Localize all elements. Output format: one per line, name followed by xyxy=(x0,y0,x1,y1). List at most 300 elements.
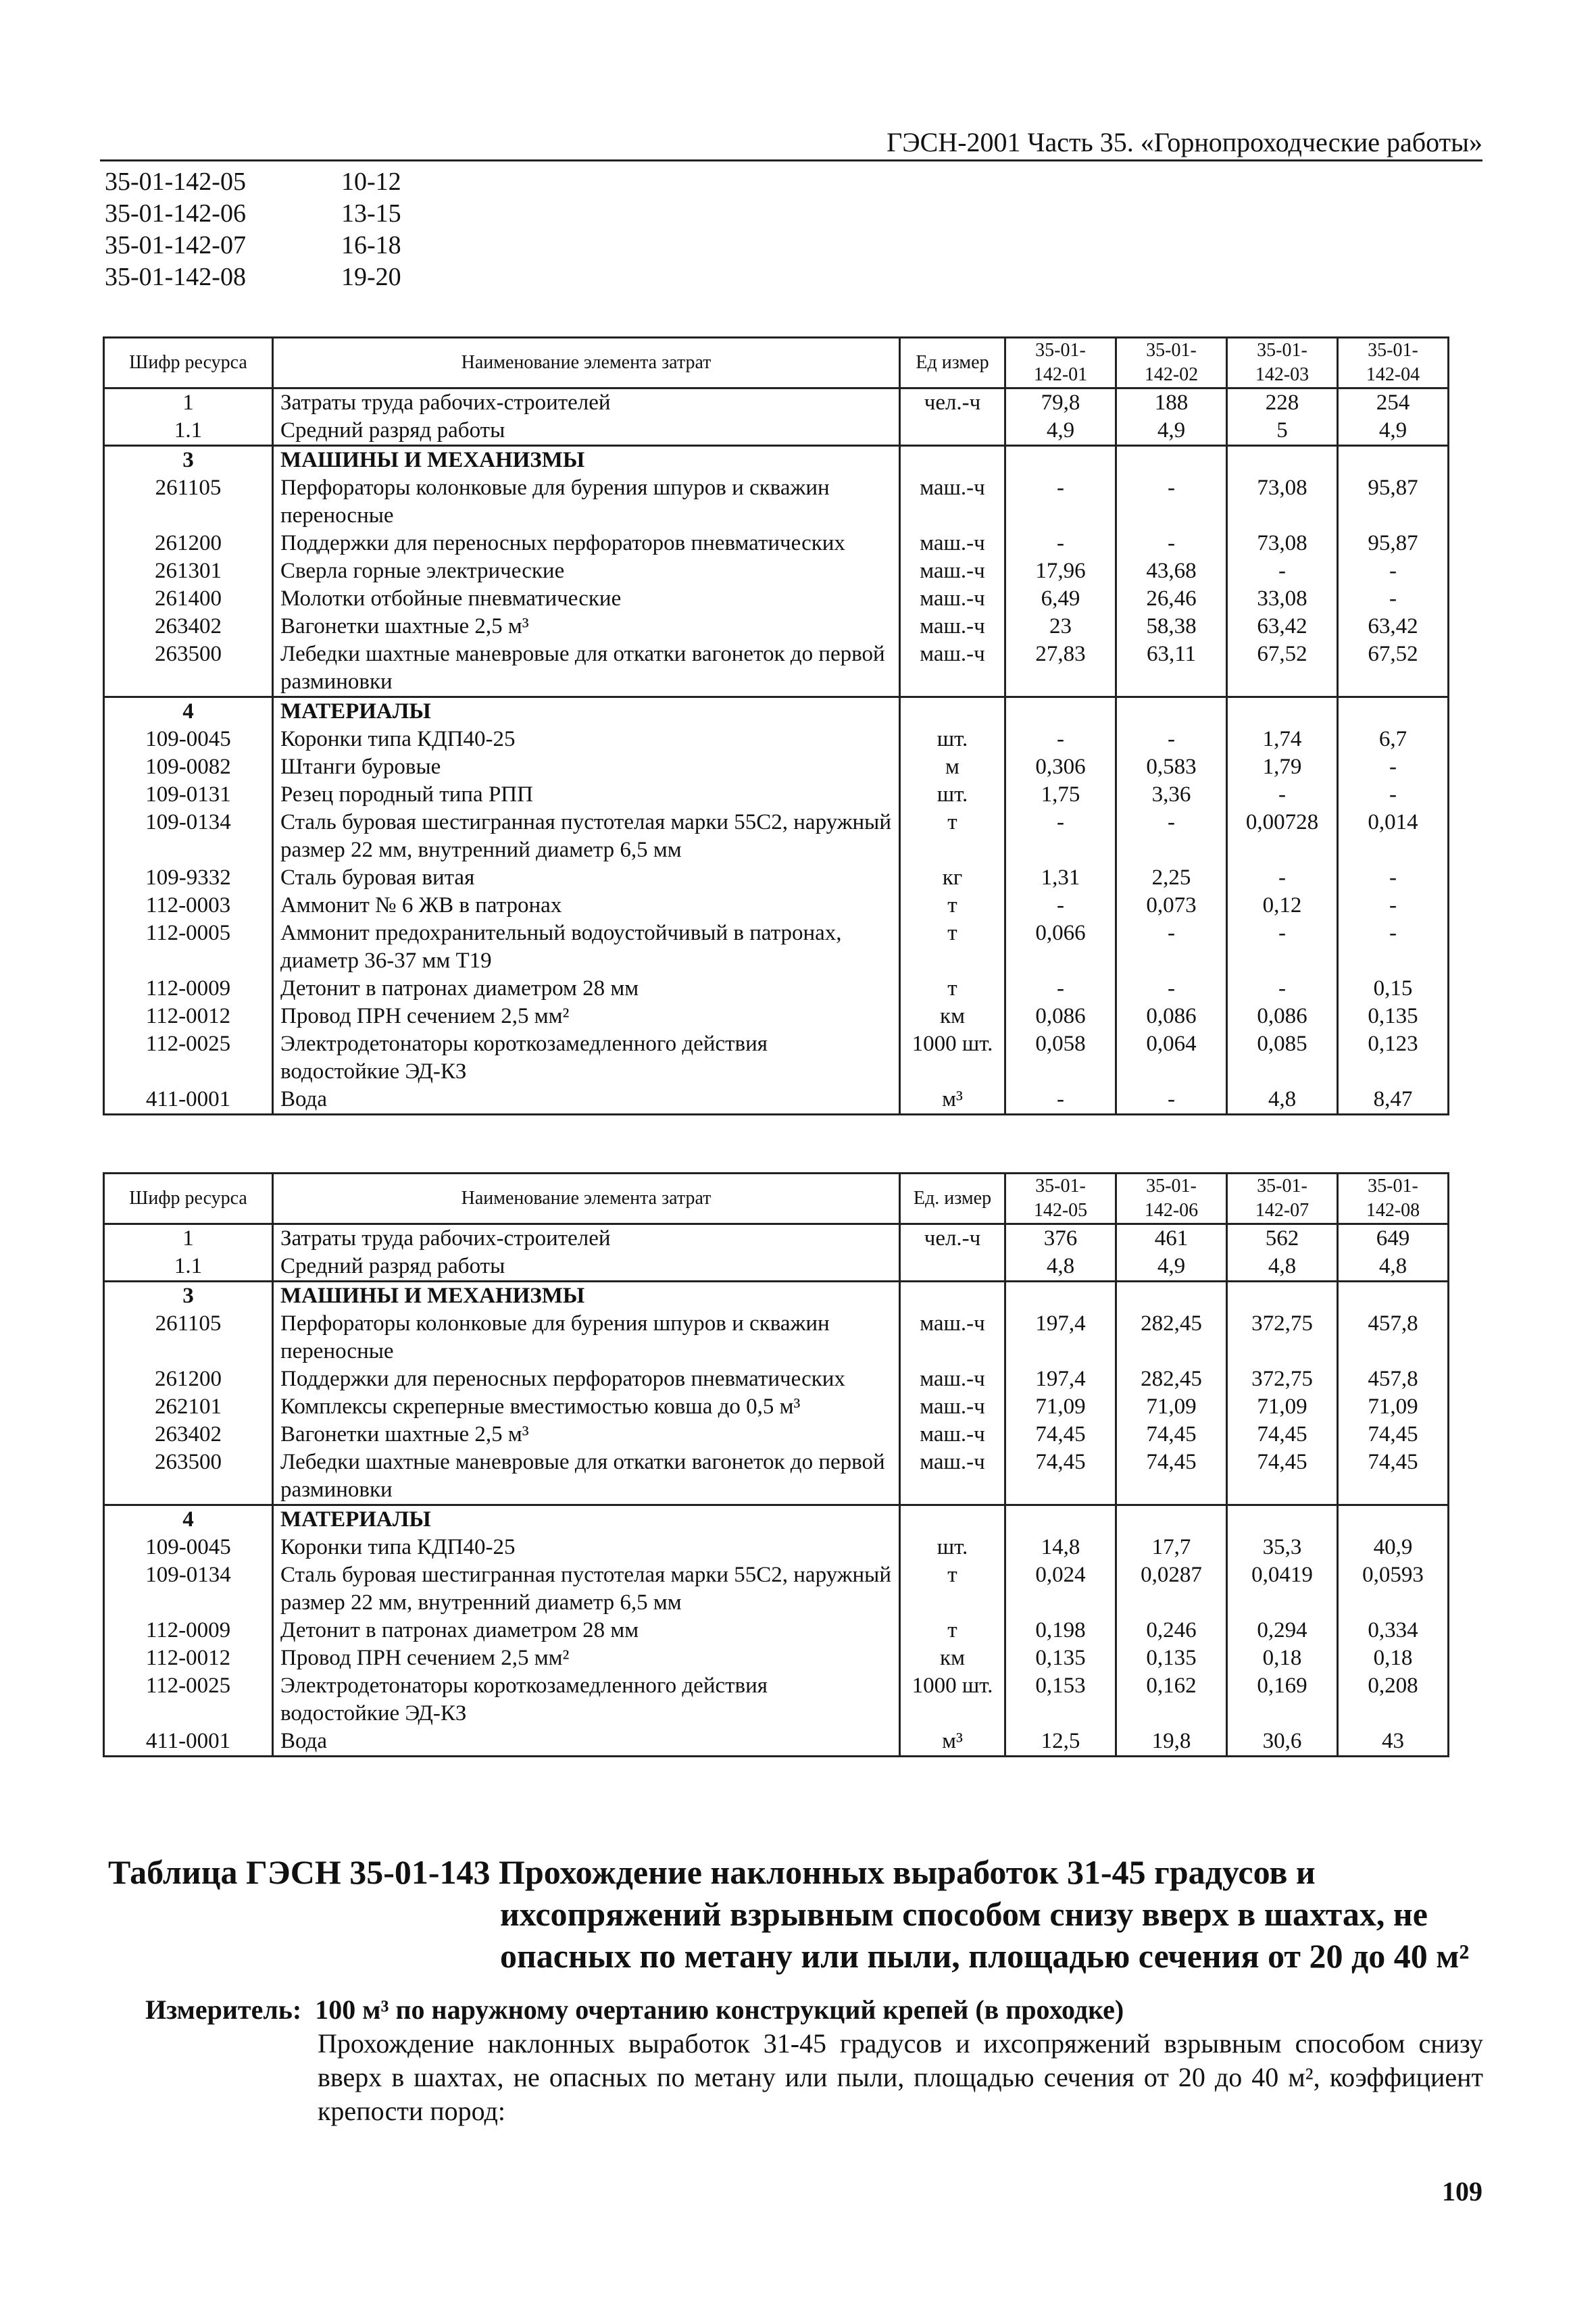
resource-code: 112-0009 xyxy=(104,1617,273,1644)
cost-element-name: Лебедки шахтные маневровые для откатки вагонеток до первой разминовки xyxy=(273,1449,900,1505)
table-row xyxy=(104,613,1449,640)
resource-table-2 xyxy=(103,1172,1449,1757)
cost-element-name: Электродетонаторы короткозамедленного действия водостойкие ЭД-КЗ xyxy=(273,1030,900,1086)
unit xyxy=(900,417,1005,446)
value-cell: 1,79 xyxy=(1227,753,1338,781)
column-header: Наименование элемента затрат xyxy=(273,1174,900,1224)
table-row xyxy=(104,809,1449,864)
value-cell: 17,96 xyxy=(1005,557,1116,585)
value-cell: - xyxy=(1005,726,1116,753)
value-cell: 67,52 xyxy=(1338,640,1449,697)
value-cell: 33,08 xyxy=(1227,585,1338,613)
value-cell: 73,08 xyxy=(1227,530,1338,557)
cost-element-name: Провод ПРН сечением 2,5 мм² xyxy=(273,1003,900,1030)
cost-element-name: Поддержки для переносных перфораторов пневматических xyxy=(273,1365,900,1393)
resource-code: 112-0025 xyxy=(104,1030,273,1086)
value-cell: 457,8 xyxy=(1338,1365,1449,1393)
value-cell: 8,47 xyxy=(1338,1086,1449,1115)
value-cell: 4,8 xyxy=(1005,1253,1116,1282)
table-row xyxy=(104,726,1449,753)
column-header: 35-01- 142-06 xyxy=(1116,1174,1227,1224)
value-cell: 0,583 xyxy=(1116,753,1227,781)
value-cell: 26,46 xyxy=(1116,585,1227,613)
cost-element-name: Сталь буровая шестигранная пустотелая марки 55С2, наружный размер 22 мм, внутренний диаметр 6,5 мм xyxy=(273,1561,900,1617)
meter-description: Прохождение наклонных выработок 31-45 градусов и ихсопряжений взрывным способом снизу вверх в шахтах, не опасных по метану или пыли, площадью сечения от 20 до 40 м², коэффициент крепости пород: xyxy=(318,2028,1483,2126)
value-cell: - xyxy=(1116,920,1227,975)
cost-element-name: Сверла горные электрические xyxy=(273,557,900,585)
value-cell: 197,4 xyxy=(1005,1365,1116,1393)
code-range-row xyxy=(105,230,401,261)
resource-code: 109-9332 xyxy=(104,864,273,892)
table-row xyxy=(104,1449,1449,1505)
resource-code: 262101 xyxy=(104,1393,273,1421)
value-cell: - xyxy=(1227,781,1338,809)
resource-code: 411-0001 xyxy=(104,1728,273,1757)
resource-code: 109-0082 xyxy=(104,753,273,781)
cost-element-name: Молотки отбойные пневматические xyxy=(273,585,900,613)
value-cell: 74,45 xyxy=(1005,1421,1116,1449)
value-cell: 0,0593 xyxy=(1338,1561,1449,1617)
table-row xyxy=(104,1310,1449,1365)
title-line-2: ихсопряжений взрывным способом снизу вверх в шахтах, не xyxy=(500,1895,1428,1933)
table-row xyxy=(104,1086,1449,1115)
value-cell: 0,086 xyxy=(1227,1003,1338,1030)
code-range-list xyxy=(105,166,401,293)
unit: км xyxy=(900,1003,1005,1030)
value-cell: 0,135 xyxy=(1338,1003,1449,1030)
value-cell: 79,8 xyxy=(1005,388,1116,418)
value-cell: 74,45 xyxy=(1227,1421,1338,1449)
resource-code: 112-0003 xyxy=(104,892,273,920)
value-cell: - xyxy=(1005,892,1116,920)
meter-label: Измеритель: xyxy=(145,1994,302,2025)
value-cell: - xyxy=(1338,557,1449,585)
value-cell: - xyxy=(1005,809,1116,864)
value-cell: 0,00728 xyxy=(1227,809,1338,864)
table-header-row xyxy=(104,338,1449,388)
value-cell: 0,153 xyxy=(1005,1672,1116,1728)
column-header: 35-01- 142-03 xyxy=(1227,338,1338,388)
value-cell: - xyxy=(1227,557,1338,585)
value-cell: 649 xyxy=(1338,1224,1449,1253)
column-header: Ед. измер xyxy=(900,1174,1005,1224)
cost-element-name: Штанги буровые xyxy=(273,753,900,781)
value-cell: 4,9 xyxy=(1116,1253,1227,1282)
value-cell: 4,9 xyxy=(1338,417,1449,446)
value-cell: 0,306 xyxy=(1005,753,1116,781)
table-row xyxy=(104,640,1449,697)
value-cell: 12,5 xyxy=(1005,1728,1116,1757)
table-row xyxy=(104,1617,1449,1644)
resource-code: 261105 xyxy=(104,474,273,530)
value-cell: 74,45 xyxy=(1005,1449,1116,1505)
value-cell: 74,45 xyxy=(1227,1449,1338,1505)
value-cell: 4,8 xyxy=(1227,1086,1338,1115)
value-cell: 0,064 xyxy=(1116,1030,1227,1086)
unit: маш.-ч xyxy=(900,613,1005,640)
cost-element-name: Резец породный типа РПП xyxy=(273,781,900,809)
cost-element-name: Аммонит предохранительный водоустойчивый в патронах, диаметр 36-37 мм Т19 xyxy=(273,920,900,975)
value-cell: 74,45 xyxy=(1116,1449,1227,1505)
cost-element-name: Коронки типа КДП40-25 xyxy=(273,726,900,753)
unit: шт. xyxy=(900,726,1005,753)
unit: маш.-ч xyxy=(900,1421,1005,1449)
unit: км xyxy=(900,1644,1005,1672)
table-row xyxy=(104,1224,1449,1253)
resource-code: 1.1 xyxy=(104,1253,273,1282)
value-cell xyxy=(1116,1505,1227,1534)
cost-element-name: Аммонит № 6 ЖВ в патронах xyxy=(273,892,900,920)
table-row xyxy=(104,1644,1449,1672)
value-cell: 71,09 xyxy=(1005,1393,1116,1421)
resource-code: 263402 xyxy=(104,1421,273,1449)
table-row xyxy=(104,1282,1449,1311)
cost-element-name: Затраты труда рабочих-строителей xyxy=(273,1224,900,1253)
cost-element-name: МАТЕРИАЛЫ xyxy=(273,697,900,726)
resource-code: 112-0012 xyxy=(104,1003,273,1030)
table-row xyxy=(104,1561,1449,1617)
unit xyxy=(900,697,1005,726)
unit xyxy=(900,1282,1005,1311)
table-row xyxy=(104,892,1449,920)
value-cell: 58,38 xyxy=(1116,613,1227,640)
resource-code: 3 xyxy=(104,446,273,475)
table-row xyxy=(104,753,1449,781)
cost-element-name: Перфораторы колонковые для бурения шпуров и скважин переносные xyxy=(273,1310,900,1365)
value-cell: 0,0287 xyxy=(1116,1561,1227,1617)
unit: т xyxy=(900,1561,1005,1617)
table-row xyxy=(104,1534,1449,1561)
unit: чел.-ч xyxy=(900,388,1005,418)
cost-element-name: Сталь буровая шестигранная пустотелая марки 55С2, наружный размер 22 мм, внутренний диаметр 6,5 мм xyxy=(273,809,900,864)
table-row xyxy=(104,474,1449,530)
table-row xyxy=(104,781,1449,809)
table-row xyxy=(104,1421,1449,1449)
unit: чел.-ч xyxy=(900,1224,1005,1253)
value-cell: 74,45 xyxy=(1338,1449,1449,1505)
value-cell xyxy=(1227,1505,1338,1534)
table-row xyxy=(104,697,1449,726)
cost-element-name: Вагонетки шахтные 2,5 м³ xyxy=(273,1421,900,1449)
value-cell: 0,086 xyxy=(1116,1003,1227,1030)
value-cell: - xyxy=(1227,975,1338,1003)
resource-code: 1 xyxy=(104,388,273,418)
unit xyxy=(900,446,1005,475)
value-cell: 73,08 xyxy=(1227,474,1338,530)
value-cell: 63,11 xyxy=(1116,640,1227,697)
cost-element-name: Детонит в патронах диаметром 28 мм xyxy=(273,975,900,1003)
value-cell: 35,3 xyxy=(1227,1534,1338,1561)
value-cell: 0,15 xyxy=(1338,975,1449,1003)
resource-code: 109-0131 xyxy=(104,781,273,809)
value-cell: 95,87 xyxy=(1338,474,1449,530)
value-cell: 23 xyxy=(1005,613,1116,640)
value-cell xyxy=(1338,1282,1449,1311)
code-range-row xyxy=(105,166,401,198)
title-line-3: опасных по метану или пыли, площадью сечения от 20 до 40 м² xyxy=(500,1937,1470,1975)
unit: 1000 шт. xyxy=(900,1030,1005,1086)
value-cell: 17,7 xyxy=(1116,1534,1227,1561)
cost-element-name: Средний разряд работы xyxy=(273,1253,900,1282)
column-header: 35-01- 142-02 xyxy=(1116,338,1227,388)
value-cell: 4,8 xyxy=(1227,1253,1338,1282)
value-cell: 0,198 xyxy=(1005,1617,1116,1644)
cost-element-name: Лебедки шахтные маневровые для откатки вагонеток до первой разминовки xyxy=(273,640,900,697)
table-row xyxy=(104,1030,1449,1086)
unit: маш.-ч xyxy=(900,585,1005,613)
unit: маш.-ч xyxy=(900,530,1005,557)
table-row xyxy=(104,557,1449,585)
value-cell xyxy=(1005,697,1116,726)
cost-element-name: Сталь буровая витая xyxy=(273,864,900,892)
value-cell xyxy=(1338,446,1449,475)
value-cell: - xyxy=(1116,809,1227,864)
meter-block xyxy=(145,1993,1483,2128)
unit: т xyxy=(900,892,1005,920)
table-row xyxy=(104,975,1449,1003)
value-cell: 43 xyxy=(1338,1728,1449,1757)
value-cell: 0,066 xyxy=(1005,920,1116,975)
table-row xyxy=(104,864,1449,892)
value-cell: 74,45 xyxy=(1116,1421,1227,1449)
value-cell: - xyxy=(1227,864,1338,892)
value-cell: 457,8 xyxy=(1338,1310,1449,1365)
value-cell: - xyxy=(1338,585,1449,613)
resource-code: 109-0045 xyxy=(104,726,273,753)
resource-code: 112-0025 xyxy=(104,1672,273,1728)
value-cell: 0,162 xyxy=(1116,1672,1227,1728)
value-cell xyxy=(1005,1282,1116,1311)
code: 35-01-142-05 xyxy=(105,168,246,196)
resource-code: 112-0005 xyxy=(104,920,273,975)
value-cell: 0,073 xyxy=(1116,892,1227,920)
value-cell: 0,294 xyxy=(1227,1617,1338,1644)
value-cell: - xyxy=(1116,530,1227,557)
range: 16-18 xyxy=(341,231,401,259)
title-line-1: Таблица ГЭСН 35-01-143 Прохождение наклонных выработок 31-45 градусов и xyxy=(108,1853,1316,1891)
value-cell: - xyxy=(1227,920,1338,975)
value-cell: 376 xyxy=(1005,1224,1116,1253)
value-cell: 27,83 xyxy=(1005,640,1116,697)
value-cell: 19,8 xyxy=(1116,1728,1227,1757)
cost-element-name: Перфораторы колонковые для бурения шпуров и скважин переносные xyxy=(273,474,900,530)
value-cell xyxy=(1338,697,1449,726)
cost-element-name: Вода xyxy=(273,1728,900,1757)
unit: 1000 шт. xyxy=(900,1672,1005,1728)
value-cell: 0,12 xyxy=(1227,892,1338,920)
cost-element-name: Затраты труда рабочих-строителей xyxy=(273,388,900,418)
value-cell: 197,4 xyxy=(1005,1310,1116,1365)
value-cell: 5 xyxy=(1227,417,1338,446)
table-row xyxy=(104,1253,1449,1282)
cost-element-name: Комплексы скреперные вместимостью ковша до 0,5 м³ xyxy=(273,1393,900,1421)
value-cell: 372,75 xyxy=(1227,1365,1338,1393)
value-cell: 4,9 xyxy=(1116,417,1227,446)
value-cell xyxy=(1116,1282,1227,1311)
value-cell: 0,135 xyxy=(1005,1644,1116,1672)
value-cell: 71,09 xyxy=(1227,1393,1338,1421)
value-cell: - xyxy=(1338,753,1449,781)
unit: шт. xyxy=(900,781,1005,809)
table-row xyxy=(104,530,1449,557)
resource-code: 109-0045 xyxy=(104,1534,273,1561)
value-cell: 0,169 xyxy=(1227,1672,1338,1728)
unit: т xyxy=(900,809,1005,864)
unit: м³ xyxy=(900,1086,1005,1115)
resource-code: 112-0009 xyxy=(104,975,273,1003)
value-cell xyxy=(1005,446,1116,475)
value-cell: - xyxy=(1116,726,1227,753)
resource-table-1 xyxy=(103,336,1449,1115)
value-cell: 0,135 xyxy=(1116,1644,1227,1672)
value-cell: 6,49 xyxy=(1005,585,1116,613)
range: 13-15 xyxy=(341,199,401,228)
cost-element-name: МАШИНЫ И МЕХАНИЗМЫ xyxy=(273,446,900,475)
value-cell: 95,87 xyxy=(1338,530,1449,557)
cost-element-name: МАШИНЫ И МЕХАНИЗМЫ xyxy=(273,1282,900,1311)
table-header-row xyxy=(104,1174,1449,1224)
resource-code: 261301 xyxy=(104,557,273,585)
value-cell: 0,246 xyxy=(1116,1617,1227,1644)
value-cell: 0,014 xyxy=(1338,809,1449,864)
value-cell: 228 xyxy=(1227,388,1338,418)
value-cell: 63,42 xyxy=(1227,613,1338,640)
code-range-row xyxy=(105,198,401,230)
value-cell: 0,0419 xyxy=(1227,1561,1338,1617)
value-cell: - xyxy=(1116,975,1227,1003)
table-row xyxy=(104,417,1449,446)
meter-value: 100 м³ по наружному очертанию конструкций крепей (в проходке) xyxy=(315,1994,1124,2025)
cost-element-name: Коронки типа КДП40-25 xyxy=(273,1534,900,1561)
resource-code: 3 xyxy=(104,1282,273,1311)
resource-code: 109-0134 xyxy=(104,1561,273,1617)
column-header: 35-01- 142-08 xyxy=(1338,1174,1449,1224)
value-cell: 14,8 xyxy=(1005,1534,1116,1561)
table-row xyxy=(104,585,1449,613)
cost-element-name: Вагонетки шахтные 2,5 м³ xyxy=(273,613,900,640)
value-cell: 0,024 xyxy=(1005,1561,1116,1617)
unit: маш.-ч xyxy=(900,474,1005,530)
column-header: Шифр ресурса xyxy=(104,338,273,388)
column-header: Ед измер xyxy=(900,338,1005,388)
value-cell: 30,6 xyxy=(1227,1728,1338,1757)
resource-code: 4 xyxy=(104,1505,273,1534)
resource-code: 1.1 xyxy=(104,417,273,446)
unit: м xyxy=(900,753,1005,781)
unit: т xyxy=(900,920,1005,975)
value-cell: - xyxy=(1338,864,1449,892)
resource-code: 109-0134 xyxy=(104,809,273,864)
value-cell: 282,45 xyxy=(1116,1310,1227,1365)
value-cell xyxy=(1227,697,1338,726)
value-cell: - xyxy=(1005,530,1116,557)
table-title xyxy=(108,1851,1493,1977)
value-cell: 0,208 xyxy=(1338,1672,1449,1728)
unit: м³ xyxy=(900,1728,1005,1757)
value-cell: 562 xyxy=(1227,1224,1338,1253)
value-cell: - xyxy=(1116,474,1227,530)
cost-element-name: Провод ПРН сечением 2,5 мм² xyxy=(273,1644,900,1672)
cost-element-name: Поддержки для переносных перфораторов пневматических xyxy=(273,530,900,557)
unit: т xyxy=(900,975,1005,1003)
cost-element-name: Вода xyxy=(273,1086,900,1115)
table-row xyxy=(104,446,1449,475)
value-cell: 0,058 xyxy=(1005,1030,1116,1086)
value-cell: - xyxy=(1005,1086,1116,1115)
resource-code: 4 xyxy=(104,697,273,726)
resource-code: 263402 xyxy=(104,613,273,640)
unit: кг xyxy=(900,864,1005,892)
resource-code: 263500 xyxy=(104,1449,273,1505)
value-cell: 6,7 xyxy=(1338,726,1449,753)
unit xyxy=(900,1505,1005,1534)
cost-element-name: Электродетонаторы короткозамедленного действия водостойкие ЭД-КЗ xyxy=(273,1672,900,1728)
value-cell: - xyxy=(1005,474,1116,530)
resource-code: 411-0001 xyxy=(104,1086,273,1115)
value-cell: 1,74 xyxy=(1227,726,1338,753)
cost-element-name: Средний разряд работы xyxy=(273,417,900,446)
value-cell: 0,18 xyxy=(1338,1644,1449,1672)
table-row xyxy=(104,388,1449,418)
value-cell: 372,75 xyxy=(1227,1310,1338,1365)
value-cell: 188 xyxy=(1116,388,1227,418)
range: 10-12 xyxy=(341,168,401,196)
value-cell: 461 xyxy=(1116,1224,1227,1253)
value-cell xyxy=(1005,1505,1116,1534)
value-cell: 67,52 xyxy=(1227,640,1338,697)
value-cell: 40,9 xyxy=(1338,1534,1449,1561)
resource-code: 261200 xyxy=(104,530,273,557)
value-cell: - xyxy=(1005,975,1116,1003)
value-cell: - xyxy=(1338,892,1449,920)
unit: т xyxy=(900,1617,1005,1644)
value-cell: 4,9 xyxy=(1005,417,1116,446)
resource-code: 261105 xyxy=(104,1310,273,1365)
cost-element-name: Детонит в патронах диаметром 28 мм xyxy=(273,1617,900,1644)
resource-code: 261200 xyxy=(104,1365,273,1393)
unit: шт. xyxy=(900,1534,1005,1561)
column-header: Шифр ресурса xyxy=(104,1174,273,1224)
unit: маш.-ч xyxy=(900,1449,1005,1505)
code: 35-01-142-06 xyxy=(105,199,246,228)
value-cell: 71,09 xyxy=(1116,1393,1227,1421)
value-cell: 0,123 xyxy=(1338,1030,1449,1086)
value-cell xyxy=(1227,1282,1338,1311)
table-row xyxy=(104,1393,1449,1421)
value-cell xyxy=(1116,697,1227,726)
value-cell: 282,45 xyxy=(1116,1365,1227,1393)
value-cell: - xyxy=(1338,920,1449,975)
unit: маш.-ч xyxy=(900,557,1005,585)
value-cell: 1,31 xyxy=(1005,864,1116,892)
value-cell: 0,086 xyxy=(1005,1003,1116,1030)
unit: маш.-ч xyxy=(900,1365,1005,1393)
table-row xyxy=(104,1505,1449,1534)
table-row xyxy=(104,920,1449,975)
table-row xyxy=(104,1672,1449,1728)
page-number: 109 xyxy=(1442,2176,1482,2207)
value-cell: 4,8 xyxy=(1338,1253,1449,1282)
code: 35-01-142-07 xyxy=(105,231,246,259)
table-row xyxy=(104,1003,1449,1030)
resource-code: 1 xyxy=(104,1224,273,1253)
code-range-row xyxy=(105,261,401,293)
unit: маш.-ч xyxy=(900,1310,1005,1365)
column-header: 35-01- 142-05 xyxy=(1005,1174,1116,1224)
value-cell: 2,25 xyxy=(1116,864,1227,892)
column-header: 35-01- 142-01 xyxy=(1005,338,1116,388)
value-cell: 254 xyxy=(1338,388,1449,418)
